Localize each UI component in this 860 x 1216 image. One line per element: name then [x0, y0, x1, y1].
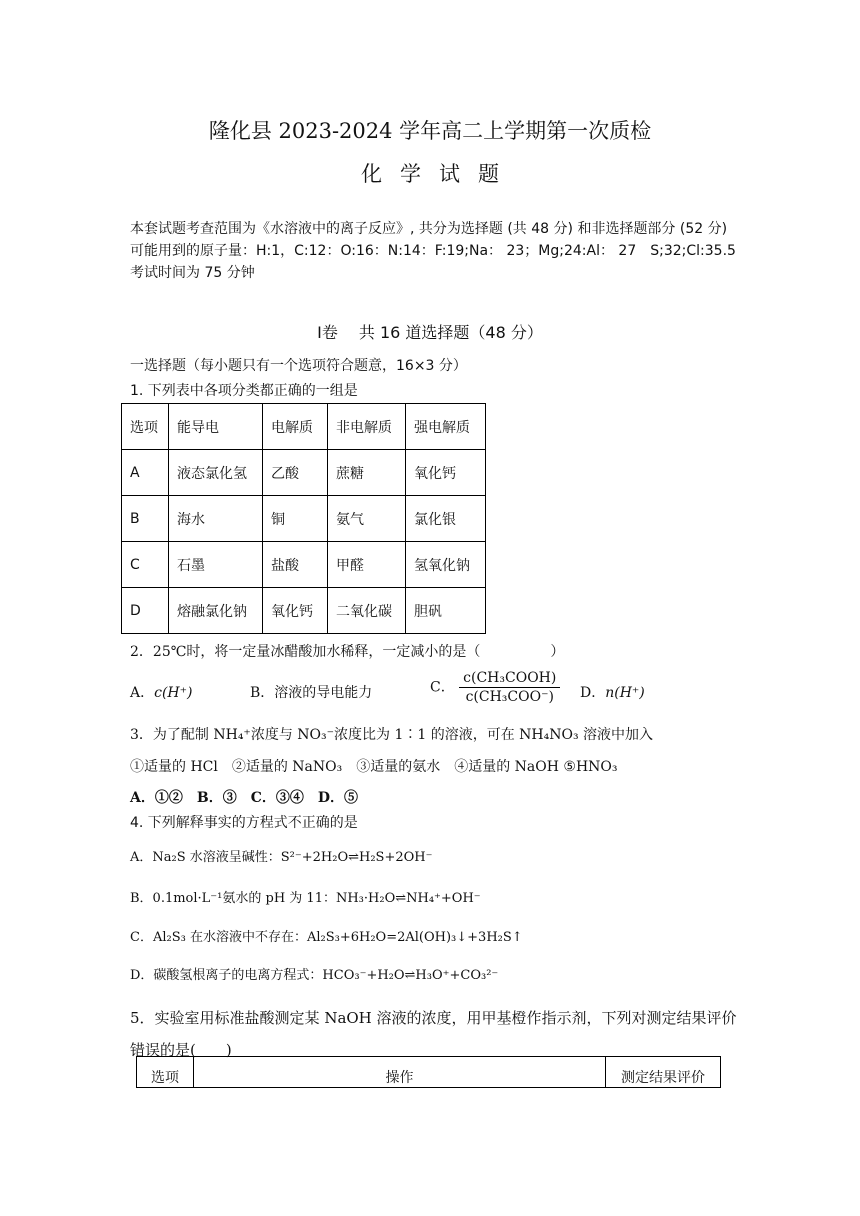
q5-stem-line1: 5．实验室用标准盐酸测定某 NaOH 溶液的浓度，用甲基橙作指示剂，下列对测定结果评价 [130, 1009, 737, 1027]
table-cell: 氯化银 [406, 496, 486, 542]
section-title: Ⅰ卷 共 16 道选择题（48 分） [317, 323, 543, 342]
q3-items: ①适量的 HCl ②适量的 NaNO₃ ③适量的氨水 ④适量的 NaOH ⑤HNO₃ [130, 759, 618, 775]
table-cell: 海水 [169, 496, 263, 542]
q2-option-a-expr: c(H⁺) [154, 685, 193, 701]
table-header-cell: 非电解质 [328, 404, 406, 450]
q4-option-d: D．碳酸氢根离子的电离方程式：HCO₃⁻+H₂O⇌H₃O⁺+CO₃²⁻ [130, 968, 499, 983]
q2-option-c [430, 670, 560, 705]
table-header-cell: 测定结果评价 [606, 1057, 721, 1088]
q4-option-b: B．0.1mol·L⁻¹氨水的 pH 为 11：NH₃·H₂O⇌NH₄⁺+OH⁻ [130, 891, 481, 906]
q2-stem: 2．25℃时，将一定量冰醋酸加水稀释，一定减小的是（ ） [130, 644, 565, 660]
table-row [122, 496, 486, 542]
table-cell: 氧化钙 [263, 588, 328, 634]
table-header-cell: 选项 [122, 404, 169, 450]
table-cell: 二氧化碳 [328, 588, 406, 634]
q2-option-b: B．溶液的导电能力 [250, 685, 373, 701]
table-cell: D [122, 588, 169, 634]
fraction-denominator: c(CH₃COO⁻) [465, 689, 554, 705]
table-cell: C [122, 542, 169, 588]
table-cell: 氨气 [328, 496, 406, 542]
table-header-cell: 强电解质 [406, 404, 486, 450]
table-cell: 胆矾 [406, 588, 486, 634]
table-cell: B [122, 496, 169, 542]
q3-stem: 3．为了配制 NH₄⁺浓度与 NO₃⁻浓度比为 1∶1 的溶液，可在 NH₄NO₃ 溶液中加入 [130, 727, 654, 743]
table-header-cell: 能导电 [169, 404, 263, 450]
q2-option-c-fraction [459, 670, 560, 705]
q5-table [136, 1056, 721, 1088]
table-cell: 石墨 [169, 542, 263, 588]
table-header-cell: 操作 [194, 1057, 606, 1088]
intro-atomic-masses: 可能用到的原子量：H:1，C:12：O:16：N:14：F:19;Na： 23；Mg;24:Al： 27 S;32;Cl:35.5 [130, 243, 736, 259]
q4-stem: 4. 下列解释事实的方程式不正确的是 [130, 815, 358, 831]
q2-option-a-label: A． [130, 685, 155, 701]
q2-option-a [130, 682, 193, 702]
table-cell: 乙酸 [263, 450, 328, 496]
table-header-row [137, 1057, 721, 1088]
fraction-numerator: c(CH₃COOH) [459, 670, 560, 688]
table-cell: 盐酸 [263, 542, 328, 588]
table-cell: 氢氧化钠 [406, 542, 486, 588]
table-cell: 甲醛 [328, 542, 406, 588]
q2-option-c-label: C． [430, 679, 455, 696]
q2-option-d-label: D． [580, 685, 606, 701]
q2-option-d [580, 682, 645, 702]
exam-intro [130, 218, 740, 284]
table-row [122, 542, 486, 588]
table-header-row [122, 404, 486, 450]
exam-title: 隆化县 2023-2024 学年高二上学期第一次质检 [208, 119, 652, 143]
table-cell: 铜 [263, 496, 328, 542]
q1-table [121, 403, 486, 634]
table-cell: 熔融氯化钠 [169, 588, 263, 634]
exam-subtitle: 化学试题 [361, 162, 517, 186]
table-row [122, 588, 486, 634]
q5-stem-line2: 错误的是( ) [130, 1041, 232, 1059]
table-cell: 蔗糖 [328, 450, 406, 496]
q3-options: A．①② B．③ C．③④ D．⑤ [130, 790, 358, 806]
q4-option-c: C．Al₂S₃ 在水溶液中不存在：Al₂S₃+6H₂O=2Al(OH)₃↓+3H₂S↑ [130, 930, 523, 945]
table-cell: A [122, 450, 169, 496]
instructions: 一选择题（每小题只有一个选项符合题意，16×3 分） [130, 358, 467, 374]
table-cell: 氧化钙 [406, 450, 486, 496]
q4-option-a: A．Na₂S 水溶液呈碱性：S²⁻+2H₂O⇌H₂S+2OH⁻ [130, 850, 433, 865]
table-header-cell: 电解质 [263, 404, 328, 450]
q1-stem: 1. 下列表中各项分类都正确的一组是 [130, 383, 358, 399]
intro-scope: 本套试题考查范围为《水溶液中的离子反应》, 共分为选择题 (共 48 分) 和非选择题部分 (52 分) [130, 221, 728, 237]
table-header-cell: 选项 [137, 1057, 194, 1088]
intro-time: 考试时间为 75 分钟 [130, 265, 255, 281]
table-row [122, 450, 486, 496]
q2-option-d-expr: n(H⁺) [605, 685, 645, 701]
table-cell: 液态氯化氢 [169, 450, 263, 496]
